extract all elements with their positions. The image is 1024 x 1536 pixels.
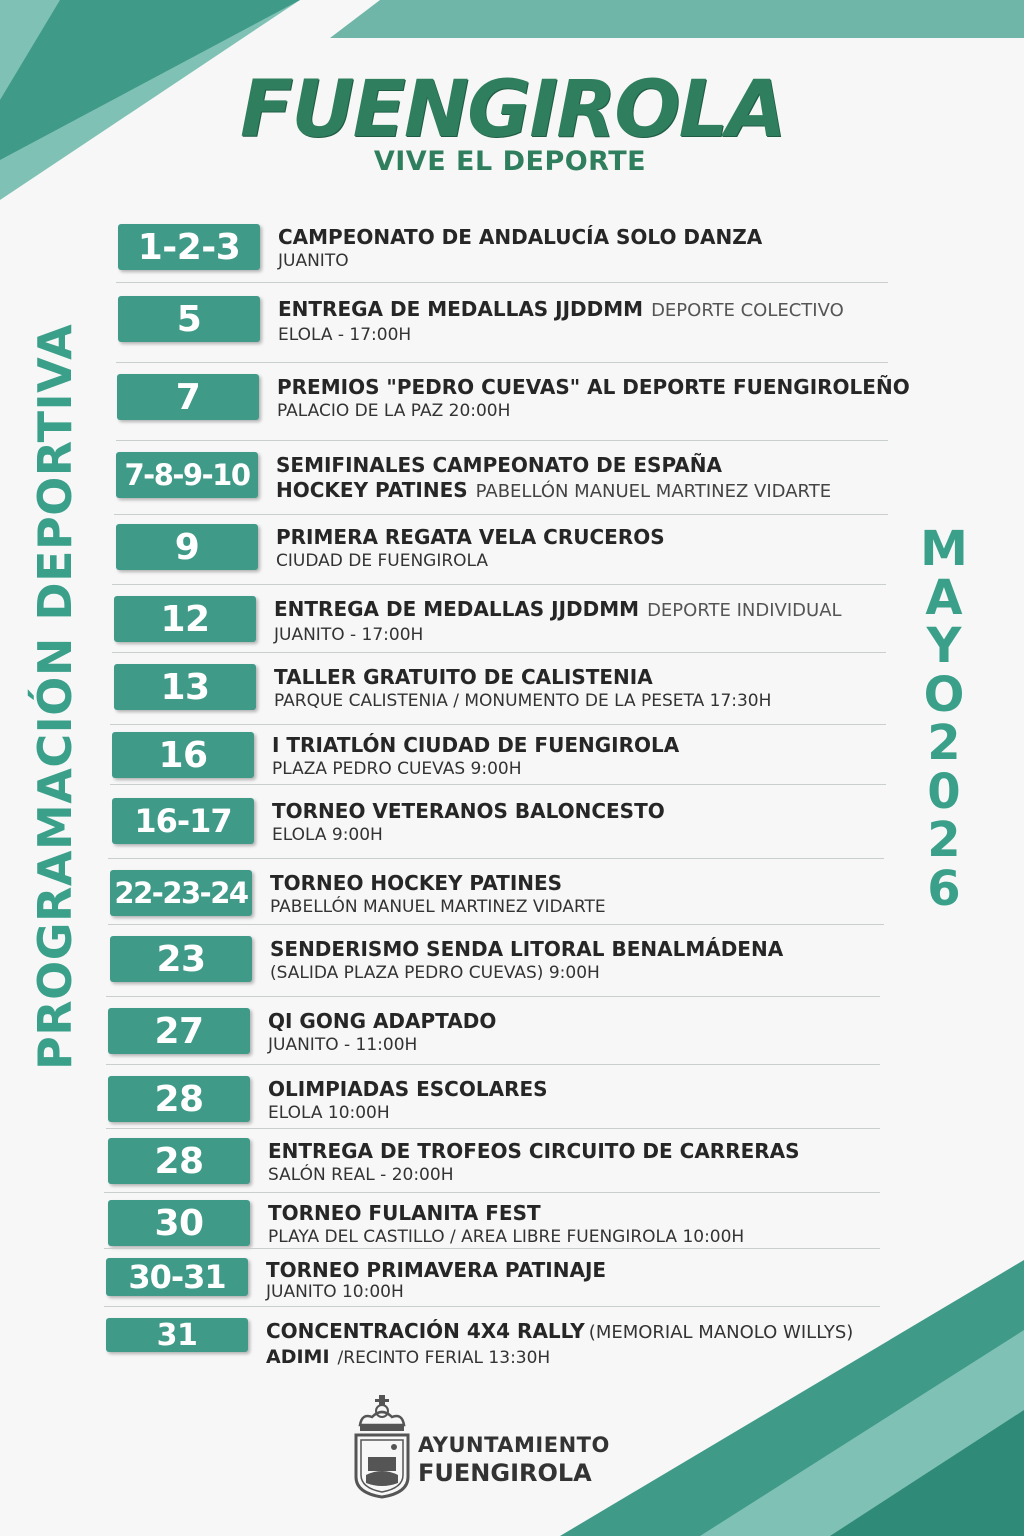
event-title: I TRIATLÓN CIUDAD DE FUENGIROLA: [272, 733, 680, 757]
date-badge: 28: [108, 1076, 250, 1122]
separator: [104, 1306, 880, 1307]
event-organizer: ADIMI: [266, 1346, 330, 1368]
date-badge: 16: [112, 732, 254, 778]
footer-line1: AYUNTAMIENTO: [418, 1433, 610, 1457]
logo-title: FUENGIROLA: [240, 65, 785, 155]
event-title: ENTREGA DE TROFEOS CIRCUITO DE CARRERAS: [268, 1139, 800, 1163]
event-title-line2: HOCKEY PATINES PABELLÓN MANUEL MARTINEZ VIDARTE: [276, 478, 832, 502]
separator: [110, 724, 886, 725]
event-title: ENTREGA DE MEDALLAS JJDDMM DEPORTE COLECTIVO: [278, 297, 844, 321]
event-title: QI GONG ADAPTADO: [268, 1009, 497, 1033]
month-letter: A: [925, 569, 963, 626]
separator: [104, 1248, 880, 1249]
event-title: TORNEO VETERANOS BALONCESTO: [272, 799, 665, 823]
date-badge: 30: [108, 1200, 250, 1246]
event-location: JUANITO - 11:00H: [268, 1035, 418, 1055]
event-location: ELOLA - 17:00H: [278, 325, 412, 345]
separator: [108, 924, 884, 925]
month-letter: M: [920, 521, 968, 577]
separator: [112, 584, 886, 585]
footer-line2: FUENGIROLA: [418, 1459, 592, 1487]
separator: [116, 282, 888, 283]
year-digit: 6: [927, 860, 961, 917]
event-location: ELOLA 9:00H: [272, 825, 383, 845]
event-title: SEMIFINALES CAMPEONATO DE ESPAÑA: [276, 453, 722, 477]
event-category: DEPORTE COLECTIVO: [651, 300, 844, 321]
event-location: JUANITO 10:00H: [266, 1282, 404, 1302]
event-location: JUANITO - 17:00H: [274, 625, 424, 645]
event-location: PABELLÓN MANUEL MARTINEZ VIDARTE: [270, 897, 606, 917]
event-title: PREMIOS "PEDRO CUEVAS" AL DEPORTE FUENGIROLEÑO: [277, 375, 910, 399]
event-title: TORNEO PRIMAVERA PATINAJE: [266, 1258, 607, 1282]
event-location: PLAZA PEDRO CUEVAS 9:00H: [272, 759, 522, 779]
event-location: PARQUE CALISTENIA / MONUMENTO DE LA PESETA 17:30H: [274, 691, 772, 711]
event-category: DEPORTE INDIVIDUAL: [647, 600, 842, 621]
event-title: OLIMPIADAS ESCOLARES: [268, 1077, 548, 1101]
event-location: (SALIDA PLAZA PEDRO CUEVAS) 9:00H: [270, 963, 600, 983]
year-digit: 2: [927, 715, 961, 771]
separator: [106, 996, 880, 997]
event-location: PABELLÓN MANUEL MARTINEZ VIDARTE: [475, 481, 832, 502]
year-digit: 2: [927, 812, 961, 868]
separator: [104, 1192, 880, 1193]
date-badge: 5: [118, 296, 260, 342]
date-badge: 9: [116, 524, 258, 570]
date-badge: 27: [108, 1008, 250, 1054]
separator: [112, 652, 886, 653]
date-badge: 12: [114, 596, 256, 642]
separator: [106, 1064, 880, 1065]
event-title: PRIMERA REGATA VELA CRUCEROS: [276, 525, 665, 549]
date-badge: 22-23-24: [110, 870, 252, 916]
separator: [114, 514, 888, 515]
month-letter: O: [923, 666, 965, 723]
date-badge: 31: [106, 1318, 248, 1352]
date-badge: 13: [114, 664, 256, 710]
separator: [106, 1128, 880, 1129]
event-location: SALÓN REAL - 20:00H: [268, 1165, 454, 1185]
event-location: PALACIO DE LA PAZ 20:00H: [277, 401, 511, 421]
event-location: ADIMI /RECINTO FERIAL 13:30H: [266, 1346, 551, 1368]
separator: [110, 784, 886, 785]
date-badge: 28: [108, 1138, 250, 1184]
month-letter: Y: [926, 618, 962, 674]
event-title: SENDERISMO SENDA LITORAL BENALMÁDENA: [270, 937, 784, 961]
separator: [116, 440, 888, 441]
event-title: ENTREGA DE MEDALLAS JJDDMM DEPORTE INDIVIDUAL: [274, 597, 842, 621]
side-title: PROGRAMACIÓN DEPORTIVA: [28, 323, 82, 1070]
year-digit: 0: [927, 763, 961, 820]
footer: [352, 1395, 652, 1505]
date-badge: 7: [117, 374, 259, 420]
event-note: (MEMORIAL MANOLO WILLYS): [588, 1322, 854, 1343]
event-location: ELOLA 10:00H: [268, 1103, 390, 1123]
event-title: TALLER GRATUITO DE CALISTENIA: [274, 665, 653, 689]
date-badge: 16-17: [112, 798, 254, 844]
separator: [108, 858, 884, 859]
coat-of-arms-icon: [352, 1395, 412, 1499]
date-badge: 30-31: [106, 1258, 248, 1296]
event-title: CONCENTRACIÓN 4X4 RALLY (MEMORIAL MANOLO WILLYS): [266, 1319, 854, 1343]
event-location: CIUDAD DE FUENGIROLA: [276, 551, 489, 571]
event-title: TORNEO HOCKEY PATINES: [270, 871, 563, 895]
logo-subtitle: VIVE EL DEPORTE: [373, 146, 647, 177]
event-title: TORNEO FULANITA FEST: [268, 1201, 541, 1225]
date-badge: 7-8-9-10: [116, 452, 258, 498]
date-badge: 1-2-3: [118, 224, 260, 270]
event-location: PLAYA DEL CASTILLO / AREA LIBRE FUENGIROLA 10:00H: [268, 1227, 745, 1247]
date-badge: 23: [110, 936, 252, 982]
event-location: JUANITO: [278, 251, 349, 271]
separator: [116, 362, 888, 363]
event-title: CAMPEONATO DE ANDALUCÍA SOLO DANZA: [278, 225, 763, 249]
